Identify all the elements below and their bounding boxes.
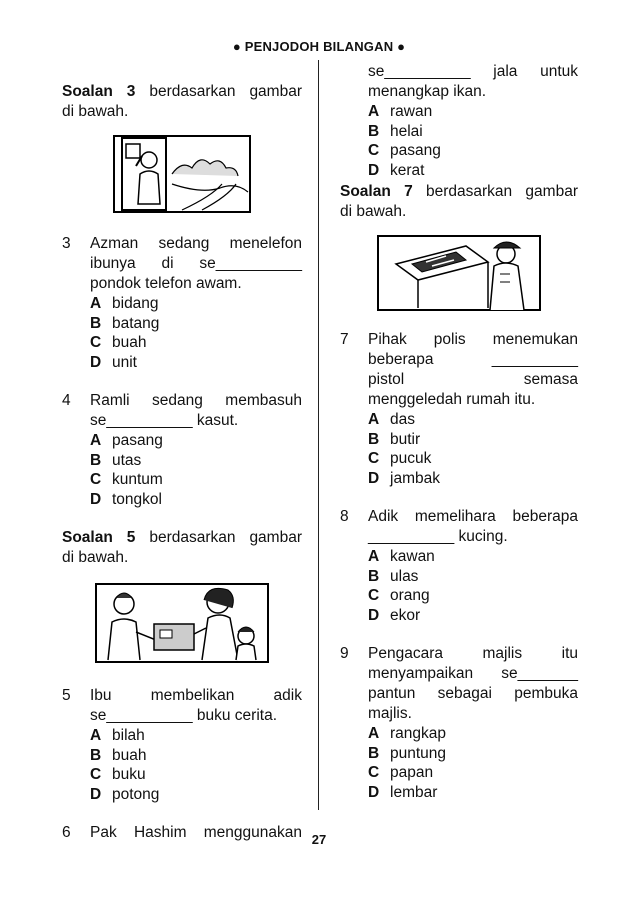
- question-text: menangkap ikan.: [368, 83, 487, 100]
- option-key: A: [90, 295, 102, 312]
- question-text: Pihak polis menemukan: [368, 331, 578, 348]
- option-key: A: [368, 725, 380, 742]
- phone-booth-image: [112, 134, 252, 214]
- option-text: butir: [390, 430, 421, 448]
- option-a[interactable]: [368, 102, 578, 122]
- question-number: 7: [340, 331, 349, 348]
- option-text: bidang: [112, 295, 159, 312]
- question-text: se__________ kasut.: [90, 412, 239, 429]
- question-4: [62, 391, 302, 411]
- option-text: rangkap: [390, 725, 447, 742]
- option-key: B: [368, 744, 380, 762]
- option-a[interactable]: [90, 726, 302, 746]
- intro-text: berdasarkan gambar: [135, 83, 302, 100]
- option-d[interactable]: [90, 353, 302, 373]
- option-c[interactable]: [90, 765, 302, 785]
- option-key: D: [90, 490, 102, 508]
- option-key: D: [368, 161, 380, 179]
- option-text: kuntum: [112, 471, 163, 488]
- option-key: A: [368, 548, 380, 565]
- question-number: 8: [340, 508, 349, 525]
- soalan-label: Soalan 5: [62, 529, 136, 546]
- option-text: buku: [112, 766, 146, 783]
- question-8: [340, 507, 578, 527]
- question-text: pantun sebagai pembuka: [368, 685, 578, 702]
- police-guns-image: [376, 234, 542, 312]
- soalan-3-intro-cont: di bawah.: [62, 103, 129, 120]
- option-text: papan: [390, 764, 434, 781]
- option-key: C: [368, 142, 380, 159]
- option-a[interactable]: [90, 431, 302, 451]
- question-text: Adik memelihara beberapa: [368, 508, 578, 525]
- option-key: B: [368, 430, 380, 448]
- page-header: ● PENJODOH BILANGAN ●: [232, 39, 406, 54]
- option-text: kerat: [390, 161, 425, 179]
- option-text: helai: [390, 122, 423, 140]
- question-number: 6: [62, 824, 71, 841]
- option-text: kawan: [390, 548, 435, 565]
- option-d[interactable]: [368, 606, 578, 626]
- question-text: __________ kucing.: [368, 528, 508, 545]
- option-text: buah: [112, 334, 147, 351]
- option-text: rawan: [390, 103, 433, 120]
- question-3: [62, 234, 302, 254]
- question-text: se__________ buku cerita.: [90, 707, 278, 724]
- question-text: Pak Hashim menggunakan: [90, 824, 302, 841]
- option-c[interactable]: [90, 333, 302, 353]
- option-key: C: [90, 334, 102, 351]
- option-text: ulas: [390, 567, 419, 585]
- option-key: B: [90, 451, 102, 469]
- option-text: pasang: [390, 142, 441, 159]
- option-key: C: [90, 471, 102, 488]
- option-text: batang: [112, 314, 160, 332]
- option-d[interactable]: [368, 469, 578, 489]
- soalan-7-intro-cont: di bawah.: [340, 203, 407, 220]
- option-key: C: [368, 587, 380, 604]
- left-column: [62, 82, 302, 843]
- question-text: Ibu membelikan adik: [90, 687, 302, 704]
- option-d[interactable]: [368, 783, 578, 803]
- option-key: A: [90, 727, 102, 744]
- option-b[interactable]: [368, 122, 578, 142]
- soalan-label: Soalan 7: [340, 183, 413, 200]
- option-d[interactable]: [90, 785, 302, 805]
- mother-buying-book-image: [94, 582, 270, 664]
- question-text: menyampaikan se_______: [368, 665, 578, 682]
- option-key: B: [90, 746, 102, 764]
- question-text: Azman sedang menelefon: [90, 235, 302, 252]
- question-text: menggeledah rumah itu.: [368, 391, 536, 408]
- page-number: 27: [311, 832, 327, 847]
- option-key: D: [368, 783, 380, 801]
- option-text: utas: [112, 451, 142, 469]
- option-a[interactable]: [368, 724, 578, 744]
- intro-text: berdasarkan gambar: [412, 183, 578, 200]
- option-text: pucuk: [390, 450, 432, 467]
- question-text: beberapa __________: [368, 351, 578, 368]
- option-b[interactable]: [90, 746, 302, 766]
- question-text: Pengacara majlis itu: [368, 645, 578, 662]
- option-c[interactable]: [368, 586, 578, 606]
- column-divider: [318, 60, 319, 810]
- soalan-label: Soalan 3: [62, 83, 136, 100]
- option-key: D: [368, 606, 380, 624]
- option-b[interactable]: [368, 430, 578, 450]
- soalan-3-intro: [62, 82, 302, 102]
- option-text: tongkol: [112, 490, 162, 508]
- option-a[interactable]: [368, 547, 578, 567]
- option-c[interactable]: [368, 141, 578, 161]
- option-key: C: [368, 450, 380, 467]
- option-text: bilah: [112, 727, 145, 744]
- option-b[interactable]: [90, 451, 302, 471]
- option-key: D: [368, 469, 380, 487]
- option-b[interactable]: [90, 314, 302, 334]
- question-number: 3: [62, 235, 71, 252]
- question-number: 5: [62, 687, 71, 704]
- option-key: D: [90, 353, 102, 371]
- option-text: unit: [112, 353, 137, 371]
- option-d[interactable]: [368, 161, 578, 181]
- option-c[interactable]: [368, 449, 578, 469]
- question-text: se__________ jala untuk: [368, 63, 578, 80]
- soalan-7-intro: [340, 182, 578, 202]
- option-text: jambak: [390, 469, 440, 487]
- option-text: das: [390, 411, 415, 428]
- option-b[interactable]: [368, 744, 578, 764]
- question-text: Ramli sedang membasuh: [90, 392, 302, 409]
- option-text: lembar: [390, 783, 438, 801]
- question-number: 9: [340, 645, 349, 662]
- option-a[interactable]: [368, 410, 578, 430]
- option-text: potong: [112, 785, 160, 803]
- option-b[interactable]: [368, 567, 578, 587]
- option-text: buah: [112, 746, 147, 764]
- option-key: B: [368, 122, 380, 140]
- option-key: C: [368, 764, 380, 781]
- question-text: ibunya di se__________: [90, 255, 302, 272]
- option-c[interactable]: [90, 470, 302, 490]
- question-9: [340, 644, 578, 664]
- option-key: B: [90, 314, 102, 332]
- right-column: [340, 62, 578, 802]
- option-text: orang: [390, 587, 430, 604]
- option-key: D: [90, 785, 102, 803]
- question-text: pondok telefon awam.: [90, 275, 242, 292]
- option-key: A: [90, 432, 102, 449]
- soalan-5-intro-cont: di bawah.: [62, 549, 129, 566]
- option-key: B: [368, 567, 380, 585]
- option-text: puntung: [390, 744, 447, 762]
- question-text: pistol semasa: [368, 371, 578, 388]
- option-d[interactable]: [90, 490, 302, 510]
- question-5: [62, 686, 302, 706]
- question-number: 4: [62, 392, 71, 409]
- option-text: ekor: [390, 606, 421, 624]
- option-key: A: [368, 103, 380, 120]
- option-text: pasang: [112, 432, 163, 449]
- option-a[interactable]: [90, 294, 302, 314]
- question-7: [340, 330, 578, 350]
- option-key: C: [90, 766, 102, 783]
- option-key: A: [368, 411, 380, 428]
- question-text: majlis.: [368, 705, 412, 722]
- intro-text: berdasarkan gambar: [135, 529, 302, 546]
- option-c[interactable]: [368, 763, 578, 783]
- soalan-5-intro: [62, 528, 302, 548]
